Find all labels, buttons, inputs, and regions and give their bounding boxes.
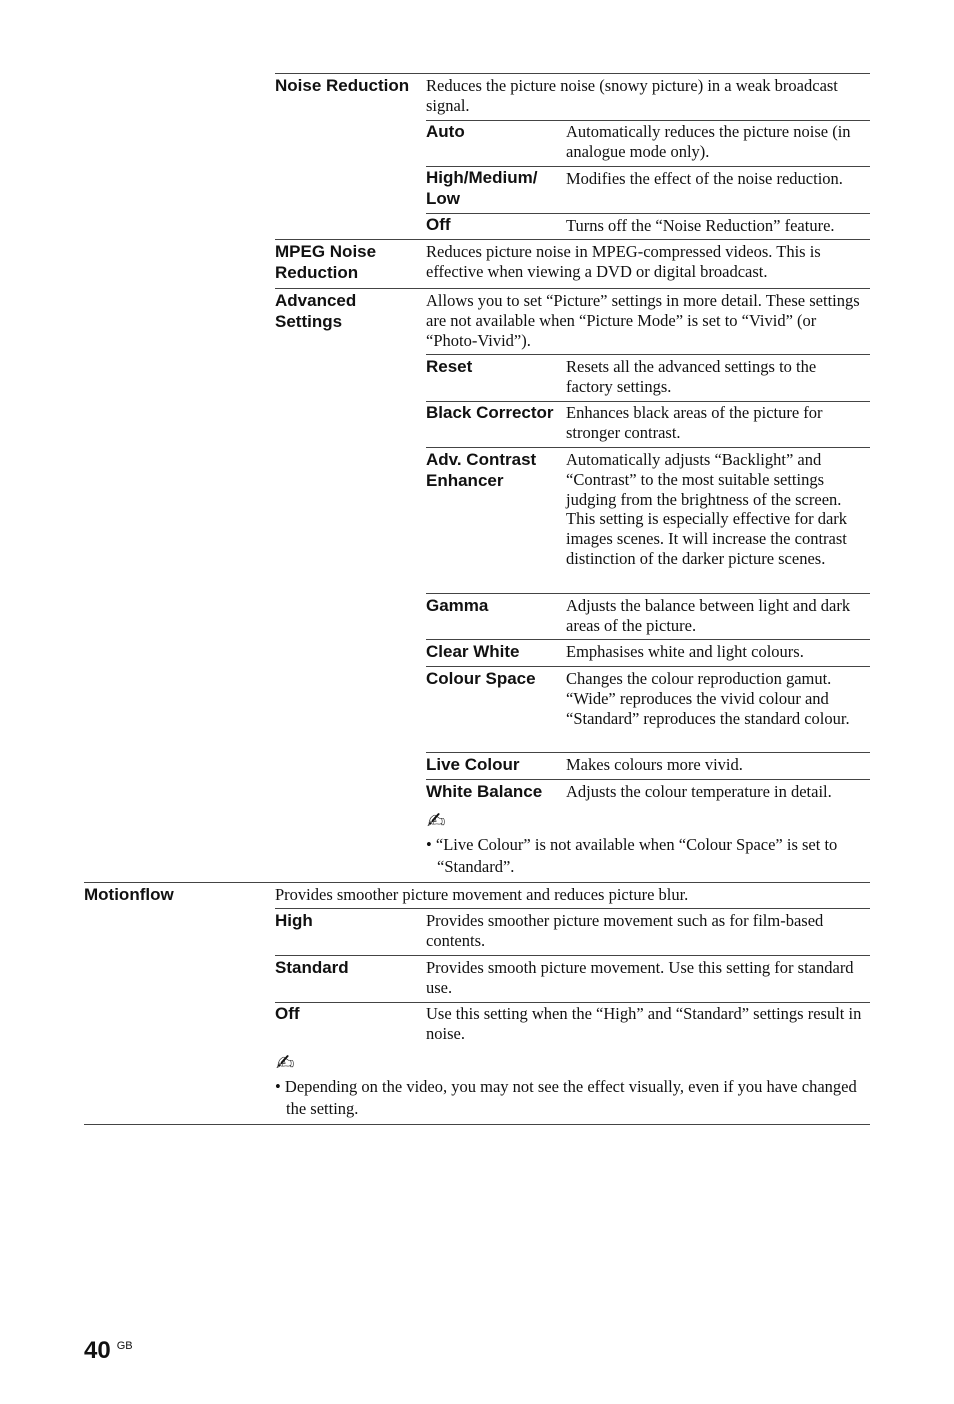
noise-reduction-desc: Reduces the picture noise (snowy picture) in a weak broadcast signal. <box>426 76 838 115</box>
page-number-block <box>84 1338 133 1364</box>
option-live-colour-desc: Makes colours more vivid. <box>566 755 743 774</box>
option-gamma-term: Gamma <box>426 596 489 615</box>
noise-reduction-term: Noise Reduction <box>275 76 410 95</box>
page-number: 40 <box>84 1337 111 1364</box>
option-live-colour-term: Live Colour <box>426 755 520 774</box>
page-suffix: GB <box>116 1340 133 1352</box>
option-off-term: Off <box>426 215 451 234</box>
mpeg-noise-reduction-desc: Reduces picture noise in MPEG-compressed videos. This is effective when viewing a DVD or digital broadcast. <box>426 242 821 281</box>
advanced-settings-term: Advanced Settings <box>275 291 357 331</box>
option-colour-space-term: Colour Space <box>426 669 536 688</box>
motionflow-note: • Depending on the video, you may not see the effect visually, even if you have changed the setting. <box>275 1077 857 1118</box>
motionflow-option-high-term: High <box>275 911 313 930</box>
pencil-note-icon: ✍ <box>427 809 446 834</box>
option-auto-desc: Automatically reduces the picture noise (in analogue mode only). <box>566 122 851 161</box>
mpeg-noise-reduction-term: MPEG Noise Reduction <box>275 242 377 282</box>
pencil-note-icon-2: ✍ <box>276 1051 295 1076</box>
option-colour-space-desc: Changes the colour reproduction gamut. “Wide” reproduces the vivid colour and “Standard” reproduces the standard colour. <box>566 669 850 728</box>
motionflow-option-standard-desc: Provides smooth picture movement. Use this setting for standard use. <box>426 958 854 997</box>
option-high-medium-low-term: High/Medium/ Low <box>426 168 538 208</box>
option-auto-term: Auto <box>426 122 465 141</box>
option-reset-term: Reset <box>426 357 473 376</box>
motionflow-option-high-desc: Provides smoother picture movement such as for film-based contents. <box>426 911 824 950</box>
option-adv-contrast-enhancer-desc: Automatically adjusts “Backlight” and “Contrast” to the most suitable settings judging from the brightness of the screen. This setting is especially effective for dark images scenes. It will increase the contrast distinction of the darker picture scenes. <box>566 450 848 568</box>
live-colour-note: • “Live Colour” is not available when “Colour Space” is set to “Standard”. <box>426 835 838 876</box>
option-clear-white-desc: Emphasises white and light colours. <box>566 642 804 661</box>
option-gamma-desc: Adjusts the balance between light and dark areas of the picture. <box>566 596 851 635</box>
option-black-corrector-desc: Enhances black areas of the picture for stronger contrast. <box>566 403 823 442</box>
option-black-corrector-term: Black Corrector <box>426 403 554 422</box>
motionflow-term: Motionflow <box>84 885 174 904</box>
option-adv-contrast-enhancer-term: Adv. Contrast Enhancer <box>426 450 537 490</box>
option-high-medium-low-desc: Modifies the effect of the noise reduction. <box>566 169 843 188</box>
motionflow-option-standard-term: Standard <box>275 958 349 977</box>
motionflow-desc: Provides smoother picture movement and reduces picture blur. <box>275 885 689 904</box>
option-white-balance-desc: Adjusts the colour temperature in detail. <box>566 782 832 801</box>
option-white-balance-term: White Balance <box>426 782 543 801</box>
motionflow-option-off-term: Off <box>275 1004 300 1023</box>
advanced-settings-desc: Allows you to set “Picture” settings in more detail. These settings are not available when “Picture Mode” is set to “Vivid” (or “Photo-Vivid”). <box>426 291 860 350</box>
option-reset-desc: Resets all the advanced settings to the factory settings. <box>566 357 817 396</box>
option-off-desc: Turns off the “Noise Reduction” feature. <box>566 216 835 235</box>
option-clear-white-term: Clear White <box>426 642 520 661</box>
motionflow-option-off-desc: Use this setting when the “High” and “Standard” settings result in noise. <box>426 1004 862 1043</box>
